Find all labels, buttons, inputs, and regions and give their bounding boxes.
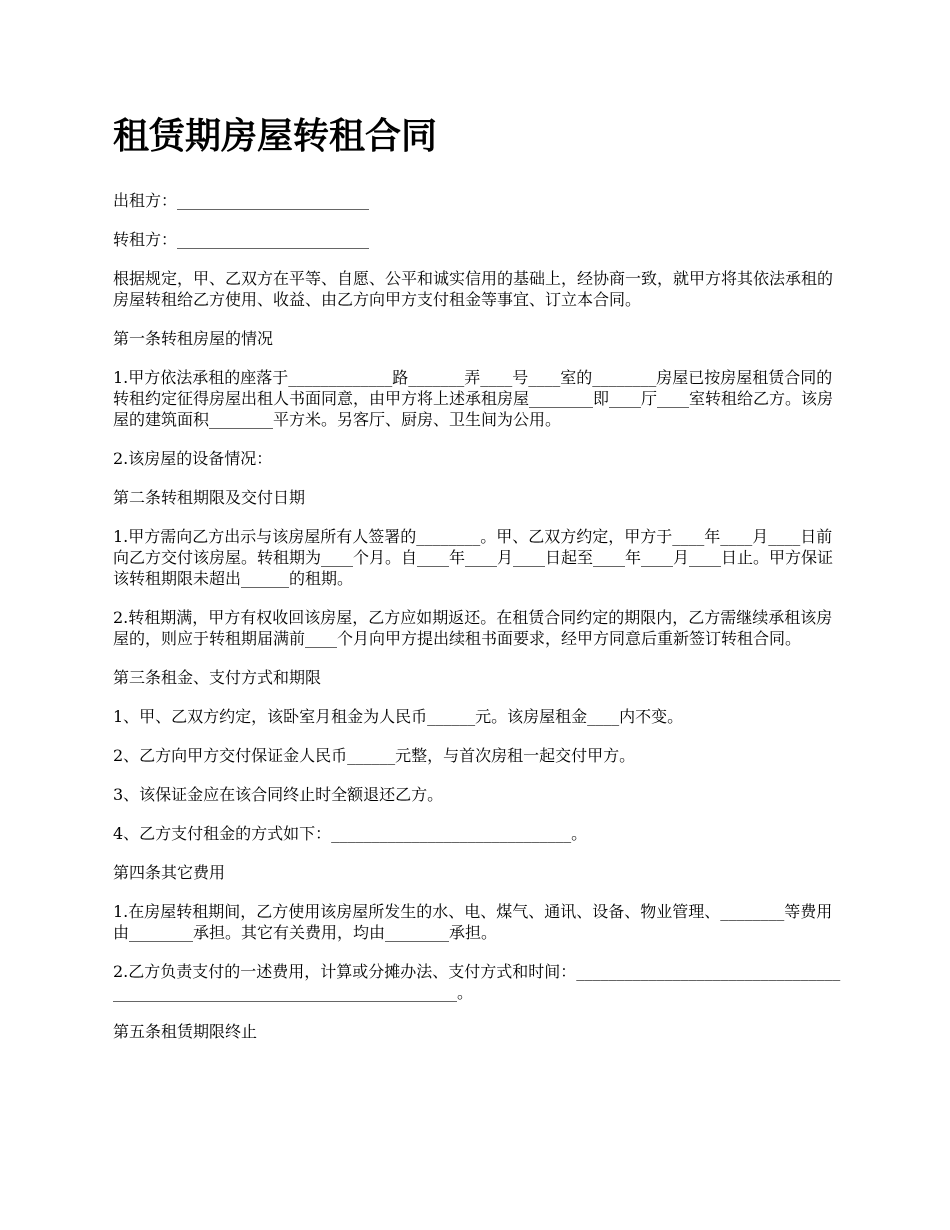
article-4-heading: 第四条其它费用 [113,863,226,882]
article-4-clause-1: 1.在房屋转租期间，乙方使用该房屋所发生的水、电、煤气、通讯、设备、物业管理、________等费用由________承担。其它有关费用，均由________承担。 [113,902,833,942]
article-5-heading: 第五条租赁期限终止 [113,1022,258,1041]
article-1-clause-2: 2.该房屋的设备情况： [113,449,273,468]
article-3-clause-3: 3、该保证金应在该合同终止时全额退还乙方。 [113,785,444,804]
sublessee-line: 转租方：________________________ [113,230,370,249]
article-4-clause-2: 2.乙方负责支付的一述费用，计算或分摊办法、支付方式和时间：____________________________________________________________________________。 [113,962,841,1002]
preamble-paragraph: 根据规定，甲、乙双方在平等、自愿、公平和诚实信用的基础上，经协商一致，就甲方将其依法承租的房屋转租给乙方使用、收益、由乙方向甲方支付租金等事宜、订立本合同。 [113,269,834,309]
article-3-clause-4: 4、乙方支付租金的方式如下：______________________________。 [113,824,588,843]
article-1-clause-1: 1.甲方依法承租的座落于_____________路_______弄____号____室的________房屋已按房屋租赁合同的转租约定征得房屋出租人书面同意，由甲方将上述承租房屋________即____厅____室转租给乙方。该房屋的建筑面积________平方米。另客厅、厨房、卫生间为公用。 [113,368,834,429]
document-body [113,112,843,1060]
document-title: 租赁期房屋转租合同 [113,116,438,157]
article-1-heading: 第一条转租房屋的情况 [113,329,274,348]
article-2-heading: 第二条转租期限及交付日期 [113,488,306,507]
article-2-clause-1: 1.甲方需向乙方出示与该房屋所有人签署的________。甲、乙双方约定，甲方于____年____月____日前向乙方交付该房屋。转租期为____个月。自____年____月____日起至____年____月____日止。甲方保证该转租期限未超出______的租期。 [113,527,834,588]
article-3-heading: 第三条租金、支付方式和期限 [113,668,322,687]
article-2-clause-2: 2.转租期满，甲方有权收回该房屋，乙方应如期返还。在租赁合同约定的期限内，乙方需继续承租该房屋的，则应于转租期届满前____个月向甲方提出续租书面要求，经甲方同意后重新签订转租合同。 [113,608,833,648]
article-3-clause-2: 2、乙方向甲方交付保证金人民币______元整，与首次房租一起交付甲方。 [113,746,636,765]
article-3-clause-1: 1、甲、乙双方约定，该卧室月租金为人民币______元。该房屋租金____内不变。 [113,707,684,726]
lessor-line: 出租方：________________________ [113,191,370,210]
